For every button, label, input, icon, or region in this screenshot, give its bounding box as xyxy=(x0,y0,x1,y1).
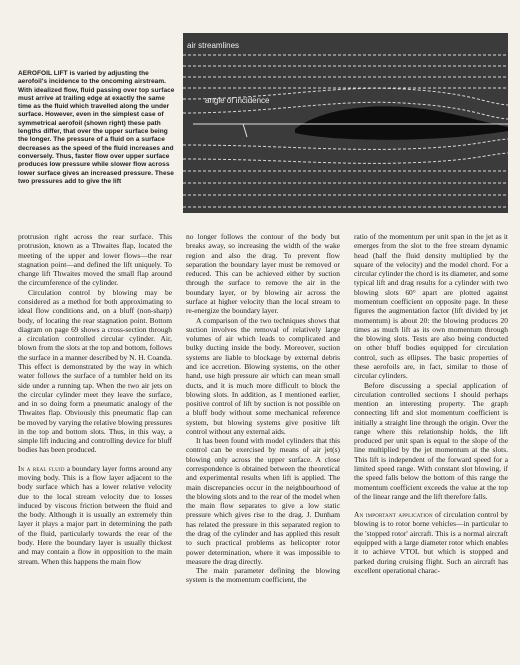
paragraph-text: It has been found with model cylinders that this control can be exercised by means of air jet(s) blowing only across the upper surface. A close correspondence is obtained between the theoretical and experimental results when lift is applied. The main discrepancies occur in the neighbourhood of the blowing slots and to the rear of the model when the main flow separates to give a low static pressure which gives rise to the drag. J. Dunham has related the pressure in this separated region to the drag of the cylinder and has applied this result to such practical problems as helicopter rotor power determination, where it was impossible to measure the drag directly. xyxy=(186,436,340,566)
aerofoil-diagram xyxy=(183,33,508,213)
streamline xyxy=(183,153,508,163)
column-1 xyxy=(18,232,172,657)
paragraph xyxy=(18,464,172,566)
paragraph-text: Before discussing a special application of circulation controlled sections I should perhaps mention an interesting property. The graph connecting lift and slot momentum coefficient is initially a straight line through the origin. Over the range where this relationship holds, the lift produced per unit span is equal to the slope of the line multiplied by the jet momentum at the slots. This lift is independent of the forward speed for a limited speed range. With constant slot blowing, if the speed falls below the bottom of this range the momentum coefficient exceeds the value at the top of the linear range and the lift therefore falls. xyxy=(354,380,508,501)
paragraph xyxy=(186,232,340,316)
paragraph xyxy=(186,316,340,437)
paragraph xyxy=(18,232,172,288)
figure-caption: AEROFOIL LIFT is varied by adjusting the aerofoil's incidence to the oncoming airstream. With idealized flow, fluid passing over top surface must arrive at trailing edge at exactly the same time as the fluid which travelled along the under surface. However, even in the simplest case of symmetrical aerofoil (shown right) these path lengths differ, that over the upper surface being the longer. The pressure of a fluid on a surface decreases as the speed of the fluid increases and conversely. Thus, faster flow over upper surface produces low pressure while slower flow across lower surface gives an increased pressure. These two pressures add to give the lift xyxy=(18,70,175,185)
paragraph-text: protrusion right across the rear surface. This protrusion, known as a Thwaites flap, located the meeting of the upper and lower flows—the rear stagnation point—and defined the lift uniquely. To change lift Thwaites moved the small flap around the circumference of the cylinder. xyxy=(18,232,172,288)
column-3 xyxy=(354,232,508,657)
column-2 xyxy=(186,232,340,657)
paragraph xyxy=(186,566,340,585)
paragraph xyxy=(354,510,508,575)
incidence-arc xyxy=(243,124,247,137)
aerofoil-figure xyxy=(183,33,508,213)
paragraph-text: The main parameter defining the blowing system is the momentum coefficient, the xyxy=(186,566,340,585)
paragraph-text: a boundary layer forms around any moving body. This is a flow layer adjacent to the body surface which has a lower relative velocity due to the local stream velocity due to losses induced by viscous friction between the fluid and the body. Although it is usually an extremely thin layer it plays a major part in determining the path of the fluid, particularly towards the rear of the body. Here the boundary layer is usually thickest and may contain a flow in opposition to the main stream. When this happens the main flow xyxy=(18,463,173,566)
label-streamlines: air streamlines xyxy=(187,41,240,50)
paragraph xyxy=(354,232,508,381)
aerofoil-shape xyxy=(295,106,508,139)
paragraph-text: of circulation control by blowing is to rotor borne vehicles—in particular to the 'stopped rotor' aircraft. This is a normal aircraft equipped with a large diameter rotor which enables it to achieve VTOL but which is stopped and parked during cruising flight. Such an aircraft has excellent operational charac- xyxy=(354,510,508,575)
section-lead-in: An important application xyxy=(354,510,433,520)
paragraph-text: A comparison of the two techniques shows that suction involves the removal of relatively large volumes of air which leads to complicated and bulky ducting inside the body. Moreover, suction systems are liable to blockage by external debris and ice accretion. Blowing systems, on the other hand, use high pressure air which can mean small ducts, and it is much more difficult to block the blowing slots. In addition, as I mentioned earlier, positive control of lift by suction is not possible on a bluff body without some mechanical reference system, but blowing systems give positive lift control without any external aids. xyxy=(186,315,340,436)
paragraph-text: ratio of the momentum per unit span in the jet as it emerges from the slot to the free stream dynamic head (half the fluid density multiplied by the square of the velocity) and the model chord. For a circular cylinder the chord is its diameter, and some typical lift and drag results for a cylinder with two blowing slots 60° apart are plotted against momentum coefficient on opposite page. In these figures the augmentation factor (lift divided by jet momentum) is about 20: the blowing produces 20 times as much lift as its own momentum through the blowing slots. Tests are also being conducted on other bluff bodies equipped for circulation control, such as ellipses. The basic properties of these aerofoils are, in fact, similar to those of circular cylinders. xyxy=(354,232,508,381)
label-angle-of-incidence: angle of incidence xyxy=(205,96,270,105)
paragraph xyxy=(186,436,340,566)
streamline xyxy=(183,139,508,149)
paragraph xyxy=(354,381,508,502)
paragraph xyxy=(18,288,172,455)
paragraph-text: Circulation control by blowing may be considered as a method for both approximating to ideal flow conditions and, on a bluff (non-sharp) body, of locating the rear stagnation point. Bottom diagram on page 69 shows a cross-section through a circulation controlled circular cylinder. Air, blown from the slots at the top and bottom, follows the surface in a manner described by N. H. Coanda. This effect is demonstrated by the way in which water follows the surface of a tumbler held on its side under a running tap. When the two air jets on the circular cylinder meet they leave the surface, and in so doing form a pneumatic analogy of the Thwaites flap. Obviously this pneumatic flap can be moved by varying the relative blowing pressures in the top and bottom slots. Thus, in this way, a simple lift inducing and controlling device for bluff bodies has been produced. xyxy=(18,287,172,455)
paragraph-text: no longer follows the contour of the body but breaks away, so increasing the width of the wake region and also the drag. To prevent flow separation the boundary layer must be removed or reduced. This can be achieved either by suction through the surface to remove the air in the boundary layer, or by blowing air across the surface at higher velocity than the local stream to re-energize the boundary layer. xyxy=(186,232,340,316)
section-lead-in: In a real fluid xyxy=(18,463,65,473)
article-columns xyxy=(18,232,508,657)
